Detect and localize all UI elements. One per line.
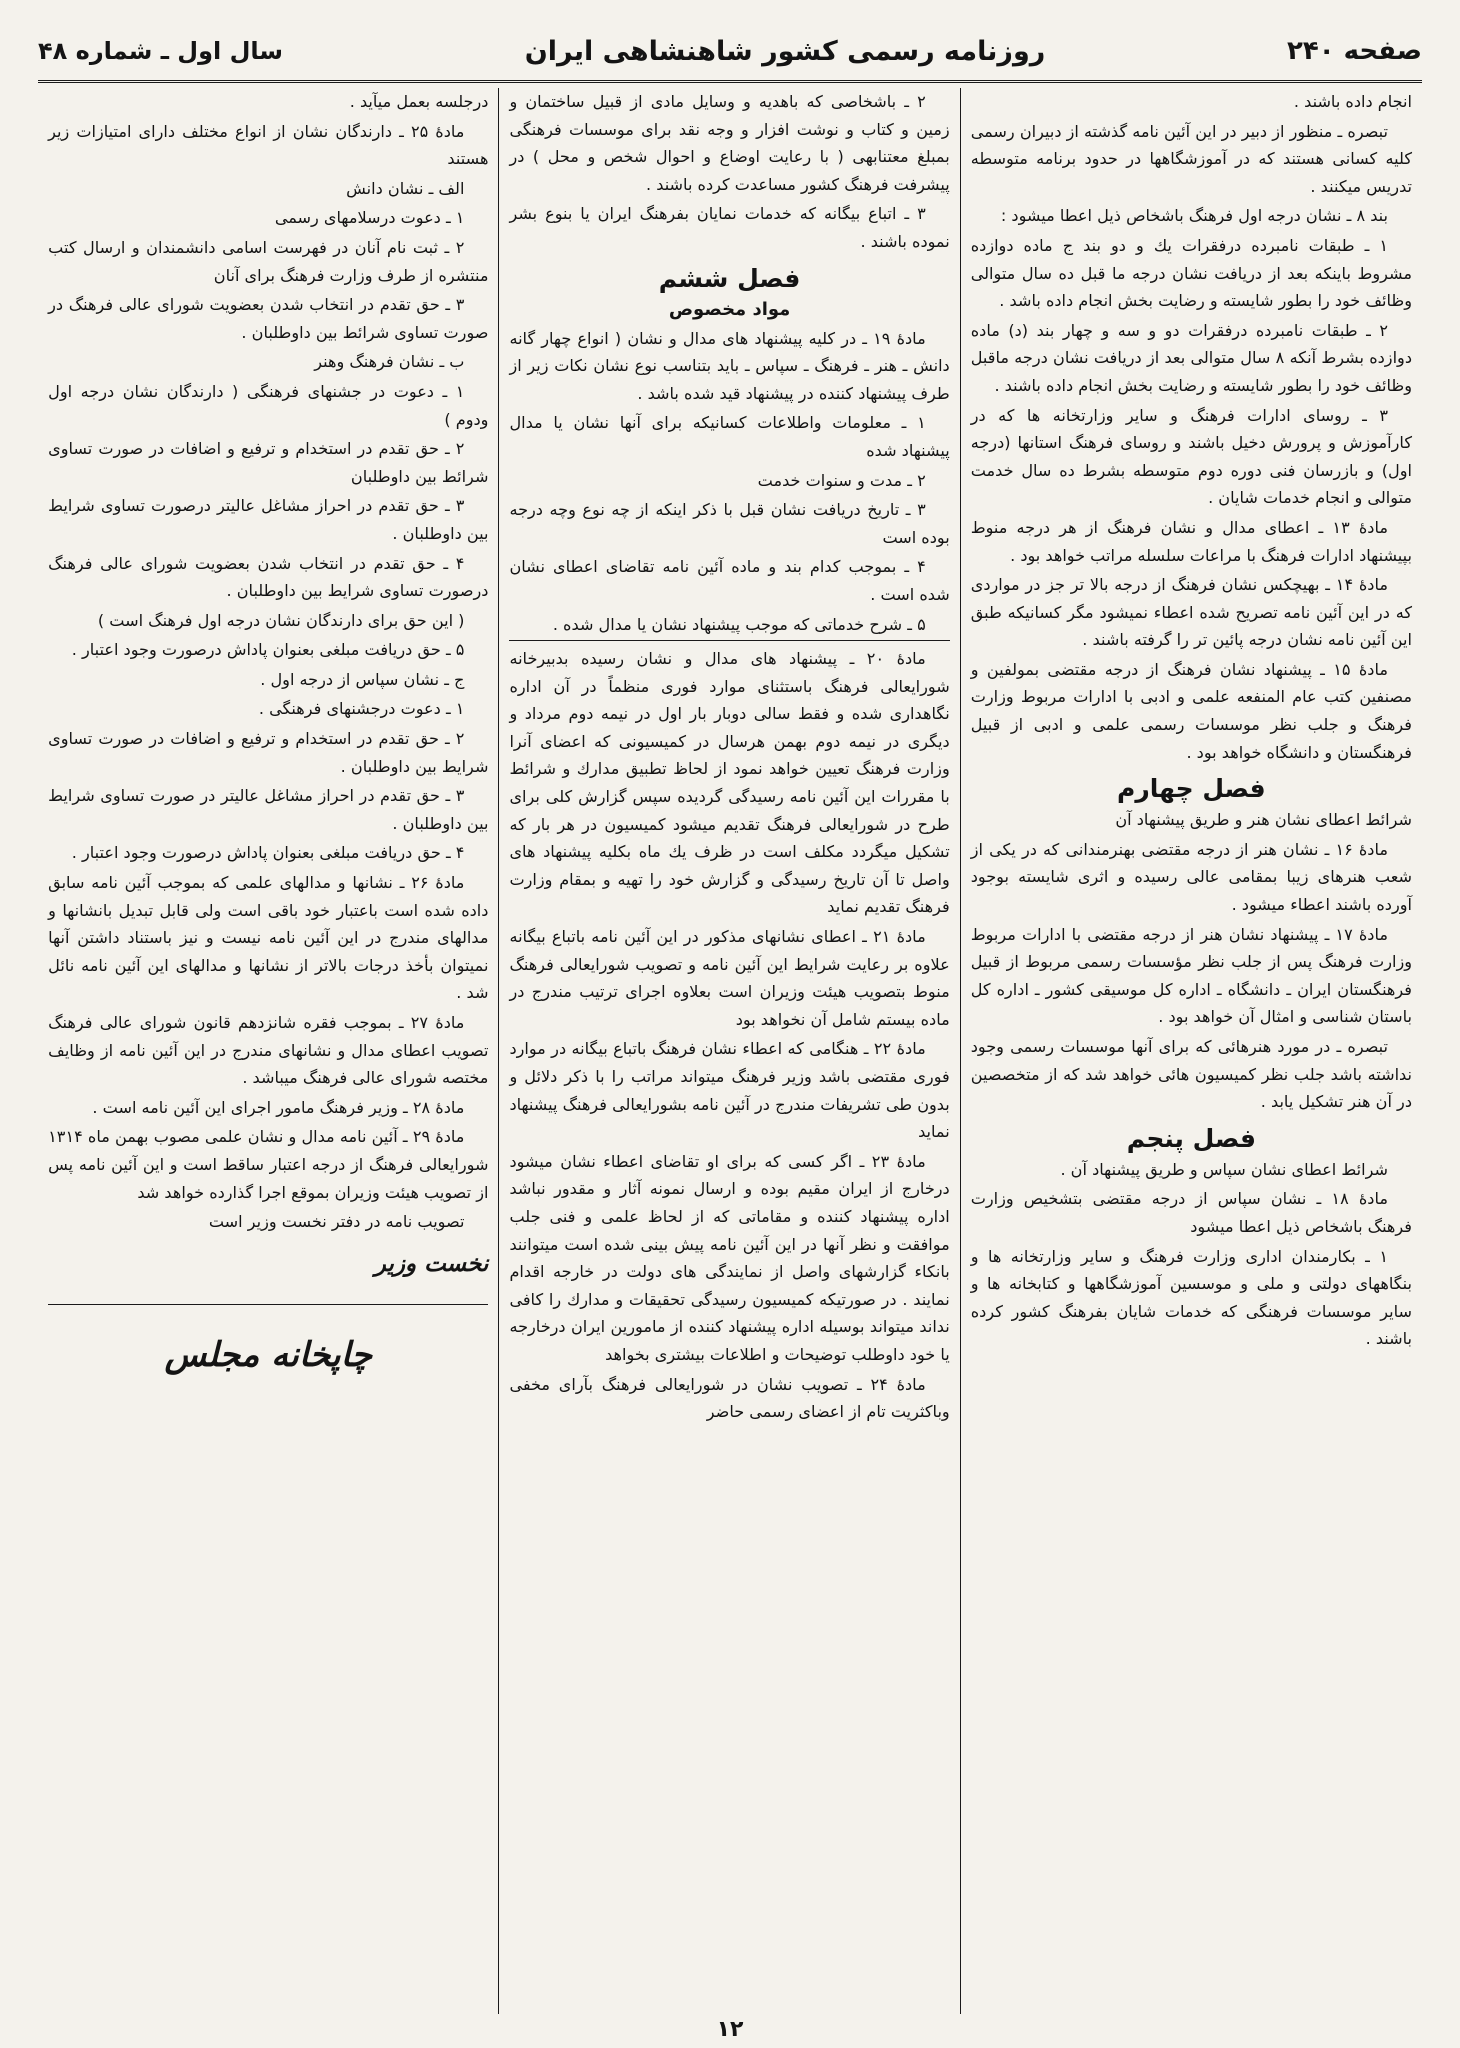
paragraph: ۴ ـ حق تقدم در انتخاب شدن بعضویت شورای عالی فرهنگ درصورت تساوی شرایط بین داوطلبان . bbox=[48, 553, 489, 601]
paragraph: مادهٔ ۲۴ ـ تصویب نشان در شورایعالی فرهنگ بآرای مخفی وباکثریت تام از اعضای رسمی حاضر bbox=[509, 1374, 950, 1422]
paragraph: ۲ ـ حق تقدم در استخدام و ترفیع و اضافات در صورت تساوی شرائط بین داوطلبان bbox=[48, 439, 489, 486]
paragraph: مادهٔ ۱۶ ـ نشان هنر از درجه مقتضی بهنرمندانی که در یکی از شعب هنرهای زیبا بمقامی عالی رسیده و اثری شایسته بوجود آورده باشند اعطاء میشود . bbox=[970, 839, 1412, 915]
paragraph: مادهٔ ۱۸ ـ نشان سپاس از درجه مقتضی بتشخیص وزارت فرهنگ باشخاص ذیل اعطا میشود bbox=[970, 1189, 1412, 1236]
paragraph: ۴ ـ حق دریافت مبلغی بعنوان پاداش درصورت وجود اعتبار . bbox=[71, 843, 465, 863]
paragraph: ۱ ـ دعوت درجشنهای فرهنگی . bbox=[258, 699, 465, 719]
paragraph: ۳ ـ اتباع بیگانه که خدمات نمایان بفرهنگ ایران یا بنوع بشر نموده باشند . bbox=[509, 204, 950, 251]
paragraph: ۱ ـ دعوت در جشنهای فرهنگی ( دارندگان نشان درجه اول ودوم ) bbox=[48, 381, 489, 429]
paragraph: مادهٔ ۱۹ ـ در کلیه پیشنهاد های مدال و نشان ( انواع چهار گانه دانش ـ هنر ـ فرهنگ ـ سپاس ـ باید بتناسب نوع نشان نکات زیر از طرف پیشنهاد کننده در پیشنهاد قید شده باشد . bbox=[509, 328, 950, 403]
paragraph: ۳ ـ تاریخ دریافت نشان قبل با ذکر اینکه از چه نوع وچه درجه بوده است bbox=[509, 500, 950, 547]
paragraph: ۳ ـ حق تقدم در احراز مشاغل عالیتر درصورت تساوی شرایط بین داوطلبان . bbox=[48, 496, 489, 543]
column-left bbox=[38, 88, 499, 2014]
paragraph: ۲ ـ باشخاصی که باهدیه و وسایل مادی از قبیل ساختمان و زمین و کتاب و نوشت افزار و وجه نقد برای موسسات فرهنگی بمبلغ معتنابهی ( با رعایت اوضاع و احوال شخص و محل ) در پیشرفت فرهنگ کشور مساعدت کرده باشند . bbox=[509, 92, 950, 194]
section-subheading: مواد مخصوص bbox=[668, 298, 791, 320]
column-middle bbox=[499, 88, 960, 2014]
paragraph: مادهٔ ۲۹ ـ آئین نامه مدال و نشان علمی مصوب بهمن ماه ۱۳۱۴ شورایعالی فرهنگ از درجه اعتبار ساقط است و این آئین نامه پس از تصویب هیئت وزیران بموقع اجرا گذارده خواهد شد bbox=[48, 1127, 489, 1202]
paragraph: الف ـ نشان دانش bbox=[346, 178, 465, 198]
paragraph: ۳ ـ حق تقدم در احراز مشاغل عالیتر در صورت تساوی شرایط بین داوطلبان . bbox=[48, 786, 489, 833]
paragraph: مادهٔ ۲۶ ـ نشانها و مدالهای علمی که بموجب آئین نامه سابق داده شده است باعتبار خود باقی است ولی قابل تبدیل بانشانها و مدالهای مندرج در این آئین نامه نیست و نیز باستناد داشتن آنها نمیتوان بأخذ درجات بالاتر از نشانها و مدالهای این آئین نامه نائل شد . bbox=[48, 873, 489, 1003]
paragraph: ۴ ـ بموجب کدام بند و ماده آئین نامه تقاضای اعطای نشان شده است . bbox=[509, 557, 950, 604]
paragraph: ج ـ نشان سپاس از درجه اول . bbox=[260, 669, 465, 689]
paragraph: درجلسه بعمل میآید . bbox=[349, 92, 489, 111]
paragraph: ب ـ نشان فرهنگ وهنر bbox=[314, 352, 465, 372]
paragraph: مادهٔ ۲۸ ـ وزیر فرهنگ مامور اجرای این آئین نامه است . bbox=[92, 1097, 465, 1117]
paragraph: مادهٔ ۱۳ ـ اعطای مدال و نشان فرهنگ از هر درجه منوط بپیشنهاد ادارات فرهنگ با مراعات سلسله مراتب خواهد بود . bbox=[970, 517, 1412, 565]
printer-imprint: چاپخانه مجلس bbox=[164, 1334, 373, 1375]
masthead bbox=[38, 22, 1422, 83]
paragraph: بند ۸ ـ نشان درجه اول فرهنگ باشخاص ذیل اعطا میشود : bbox=[1000, 206, 1388, 226]
paragraph: تبصره ـ در مورد هنرهائی که برای آنها موسسات رسمی وجود نداشته باشد جلب نظر کمیسیون هائی خواهد شد که از متخصصین در آن هنر تشکیل یابد . bbox=[970, 1037, 1412, 1112]
page-number: صفحه ۲۴۰ bbox=[1286, 36, 1422, 66]
paragraph: تبصره ـ منظور از دبیر در این آئین نامه گذشته از دبیران رسمی کلیه کسانی هستند که در آموزشگاهها در حدود برنامه متوسطه تدریس میکنند . bbox=[970, 121, 1412, 196]
paragraph: مادهٔ ۲۷ ـ بموجب فقره شانزدهم قانون شورای عالی فرهنگ تصویب اعطای مدال و نشانهای مندرج در این آئین نامه از وظایف مختصه شورای عالی فرهنگ میباشد . bbox=[48, 1013, 489, 1088]
paragraph: مادهٔ ۲۳ ـ اگر کسی که برای او تقاضای اعطاء نشان میشود درخارج از ایران مقیم بوده و ارسال نمونه آثار و مقدور نباشد اداره پیشنهاد کننده و مقاماتی که از لحاظ علمی و فنی جلب موافقت و نظر آنها در این آئین نامه پیش بینی شده است میتوانند بانکاء گزارشهای واصل از نمایندگی های دولت در خارجه اقدام نمایند . در صورتیکه کمیسیون رسیدگی تحقیقات و مدارك را کافی نداند میتواند بوسیله اداره پیشنهاد کننده از مامورین ایران درخارجه یا خود داوطلب توضیحات و اطلاعات بیشتری بخواهد bbox=[509, 1151, 950, 1364]
paragraph: ۱ ـ طبقات نامبرده درفقرات یك و دو بند ج ماده دوازده مشروط باینکه بعد از دریافت نشان درجه ما قبل ده سال متوالی وظائف خود را بطور شایسته و رضایت بخش انجام داده باشد . bbox=[970, 235, 1412, 311]
paragraph: مادهٔ ۱۵ ـ پیشنهاد نشان فرهنگ از درجه مقتضی بمولفین و مصنفین کتب عام المنفعه علمی و ادبی با ادارات مربوط وزارت فرهنگ و جلب نظر موسسات رسمی علمی و ادبی از قبیل فرهنگستان و دانشگاه خواهد بود . bbox=[970, 659, 1412, 762]
section-heading: فصل چهارم bbox=[1117, 774, 1266, 804]
paragraph: ۱ ـ معلومات واطلاعات کسانیکه برای آنها نشان یا مدال پیشنهاد شده bbox=[509, 413, 950, 460]
section-heading: فصل ششم bbox=[658, 263, 801, 293]
column-right bbox=[961, 88, 1422, 2014]
gazette-title: روزنامه رسمی کشور شاهنشاهی ایران bbox=[524, 35, 1046, 67]
paragraph: ۲ ـ طبقات نامبرده درفقرات دو و سه و چهار بند (د) ماده دوازده بشرط آنکه ۸ سال متوالی بعد از دریافت نشان درجه ماقبل وظائف خود را بطور شایسته و رضایت بخش انجام داده باشند . bbox=[970, 320, 1412, 395]
paragraph: ( این حق برای دارندگان نشان درجه اول فرهنگ است ) bbox=[97, 610, 465, 630]
paragraph: ۱ ـ بکارمندان اداری وزارت فرهنگ و سایر وزارتخانه ها و بنگاههای دولتی و ملی و موسسین آموزشگاهها و کتابخانه ها و سایر موسسات فرهنگی که خدمات شایان بفرهنگ کشور کرده باشند . bbox=[970, 1246, 1412, 1349]
paragraph: مادهٔ ۲۲ ـ هنگامی که اعطاء نشان فرهنگ باتباع بیگانه در موارد فوری مقتضی باشد وزیر فرهنگ میتواند مراتب را با ذکر دلائل و بدون طی تشریفات مندرج در آئین نامه بشورایعالی فرهنگ پیشنهاد نماید bbox=[509, 1039, 950, 1142]
paragraph: ۲ ـ حق تقدم در استخدام و ترفیع و اضافات در صورت تساوی شرایط بین داوطلبان . bbox=[48, 729, 489, 776]
paragraph: مادهٔ ۲۰ ـ پیشنهاد های مدال و نشان رسیده بدبیرخانه شورایعالی فرهنگ باستثنای موارد فوری منظماً در آن اداره نگاهداری شده و فقط سالی دوبار بار اول در نیمه دوم مرداد و دیگری در نیمه دوم بهمن هرسال در کمیسیونی که اعضای آنرا وزارت فرهنگ تعیین خواهد نمود از لحاظ تطبیق مدارك و شرائط با مقررات این آئین نامه رسیدگی گردیده سپس گزارش کلی برای طرح در شورایعالی فرهنگ تقدیم میشود کمیسیون در هر بار که تشکیل میگردد مکلف است در ظرف یك ماه بکلیه پیشنهاد های واصل تا آن تاریخ رسیدگی و گزارش خود را تهیه و بمقام وزارت فرهنگ تقدیم نماید bbox=[509, 649, 950, 917]
paragraph: ۱ ـ دعوت درسلامهای رسمی bbox=[274, 208, 465, 228]
paragraph: انجام داده باشند . bbox=[1293, 92, 1412, 111]
paragraph: مادهٔ ۲۱ ـ اعطای نشانهای مذکور در این آئین نامه باتباع بیگانه علاوه بر رعایت شرایط این آئین نامه و تصویب شورایعالی فرهنگ منوط بتصویب هیئت وزیران است بعلاوه اجرای ترتیب مندرج در ماده بیستم شامل آن نخواهد بود bbox=[509, 927, 950, 1029]
paragraph: مادهٔ ۱۷ ـ پیشنهاد نشان هنر از درجه مقتضی با ادارات مربوط وزارت فرهنگ پس از جلب نظر مؤسسات رسمی مربوط از قبیل فرهنگستان ایران ـ دانشگاه ـ اداره کل موسیقی کشور ـ اداره کل باستان شناسی و امثال آن خواهد بود . bbox=[970, 924, 1412, 1027]
paragraph: تصویب نامه در دفتر نخست وزیر است bbox=[208, 1212, 465, 1232]
paragraph: ۵ ـ حق دریافت مبلغی بعنوان پاداش درصورت وجود اعتبار . bbox=[71, 640, 465, 660]
paragraph: مادهٔ ۱۴ ـ بهیچکس نشان فرهنگ از درجه بالا تر جز در مواردی که در این آئین نامه تصریح شده اعطاء نمیشود مگر کسانیکه طبق این آئین نامه نشان درجه پائین تر را گرفته باشند . bbox=[970, 575, 1412, 650]
text-columns bbox=[38, 88, 1422, 2014]
paragraph: ۳ ـ روسای ادارات فرهنگ و سایر وزارتخانه ها که در کارآموزش و پرورش دخیل باشند و روسای فرهنگ استانها (درجه اول) و بازرسان فنی دوره دوم متوسطه بشرط ده سال خدمت متوالی و انجام خدمات شایان . bbox=[970, 405, 1412, 508]
paragraph: مادهٔ ۲۵ ـ دارندگان نشان از انواع مختلف دارای امتیازات زیر هستند bbox=[48, 121, 489, 169]
paragraph: شرائط اعطای نشان هنر و طریق پیشنهاد آن bbox=[1115, 810, 1412, 830]
paragraph: ۵ ـ شرح خدماتی که موجب پیشنهاد نشان یا مدال شده . bbox=[509, 611, 949, 642]
signature: نخست وزیر bbox=[374, 1250, 489, 1277]
paragraph: شرائط اعطای نشان سپاس و طریق پیشنهاد آن . bbox=[1060, 1159, 1388, 1179]
footer-page-number: ۱۲ bbox=[716, 2017, 744, 2042]
paragraph: ۳ ـ حق تقدم در انتخاب شدن بعضویت شورای عالی فرهنگ در صورت تساوی شرائط بین داوطلبان . bbox=[48, 295, 489, 342]
issue-number: سال اول ـ شماره ۴۸ bbox=[38, 37, 284, 65]
paragraph: ۲ ـ ثبت نام آنان در فهرست اسامی دانشمندان و ارسال کتب منتشره از طرف وزارت فرهنگ برای آنان bbox=[48, 237, 489, 285]
paragraph: ۲ ـ مدت و سنوات خدمت bbox=[757, 470, 926, 490]
section-heading: فصل پنجم bbox=[1126, 1123, 1256, 1153]
divider bbox=[48, 1304, 488, 1305]
